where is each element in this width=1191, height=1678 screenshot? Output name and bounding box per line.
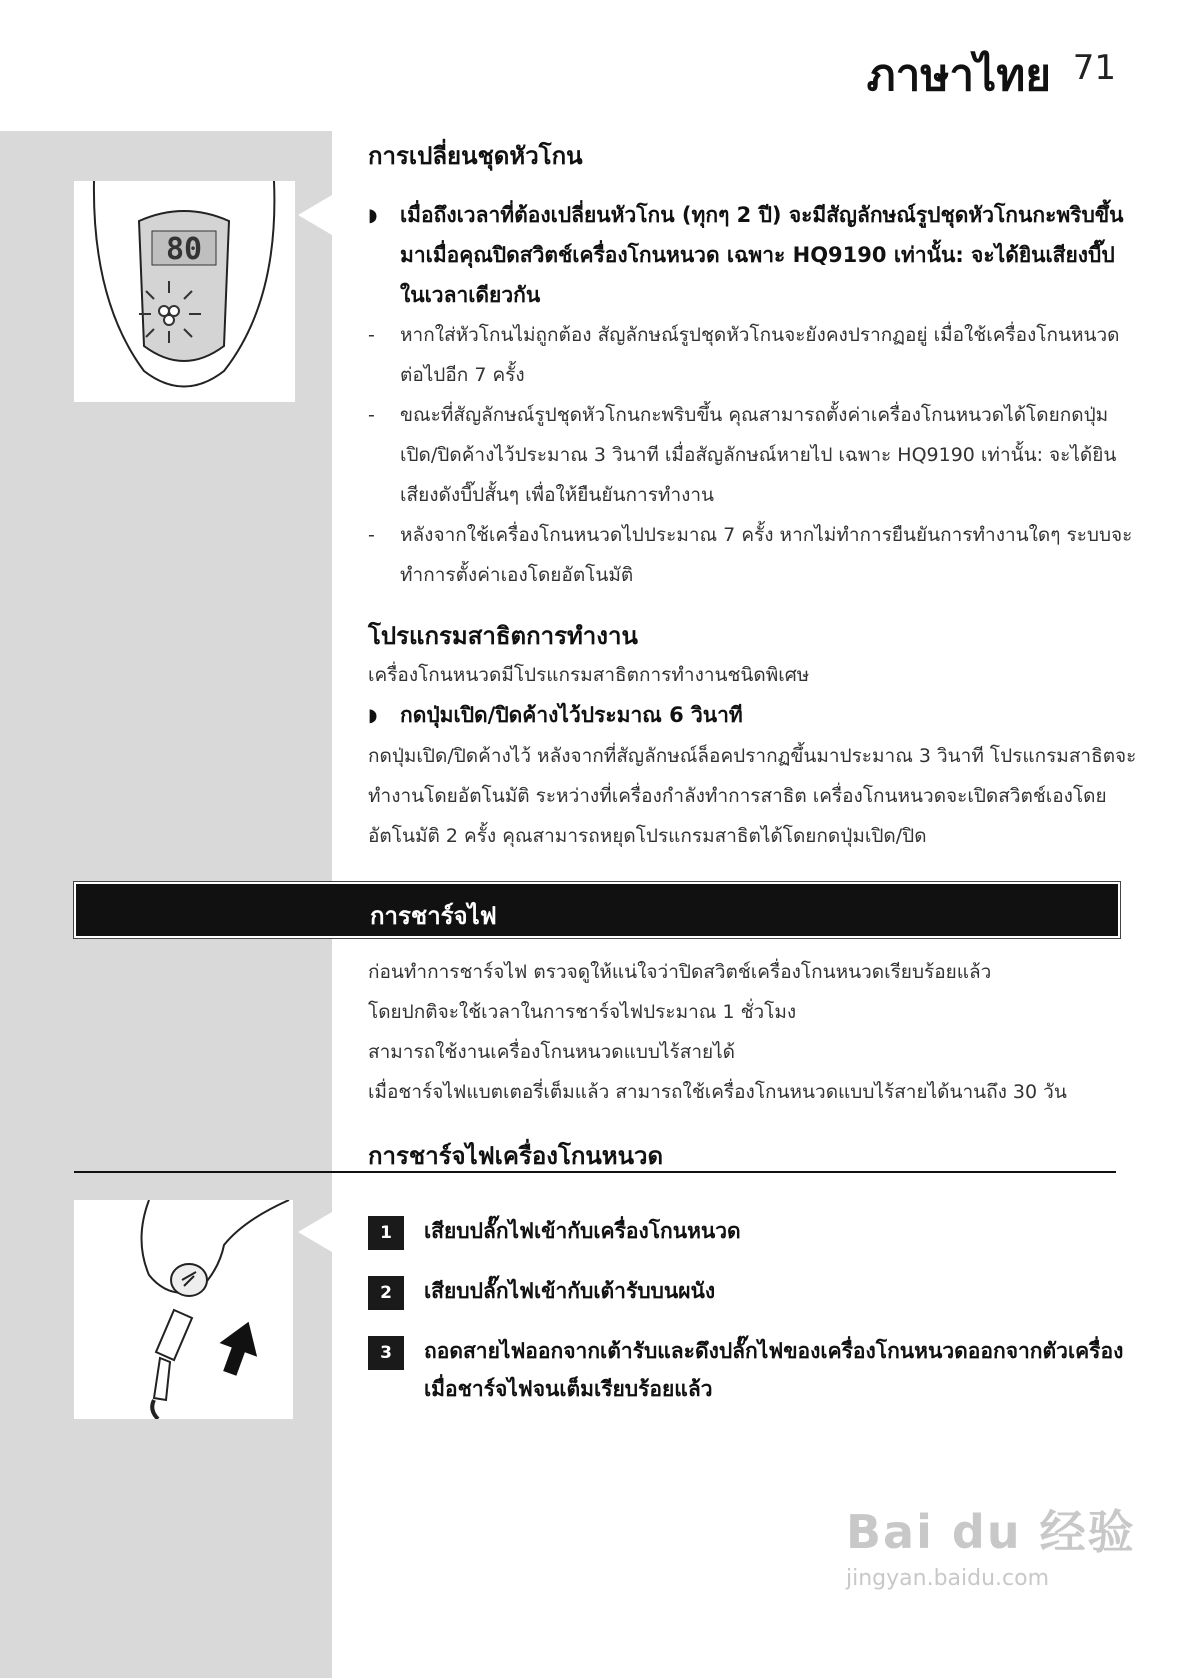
step-number-badge: 3 xyxy=(368,1336,404,1370)
dash-marker: - xyxy=(368,324,375,346)
section-charging-shaver-title xyxy=(368,1136,1138,1175)
instruction-bullet xyxy=(368,195,1138,315)
bullet-text: กดปุ่มเปิด/ปิดค้างไว้ประมาณ 6 วินาที xyxy=(400,703,743,727)
page-number: 71 xyxy=(1072,48,1116,88)
dash-marker: - xyxy=(368,404,375,426)
note-item xyxy=(368,395,1138,515)
baidu-watermark xyxy=(846,1496,1136,1591)
watermark-url: jingyan.baidu.com xyxy=(846,1566,1050,1591)
triangle-bullet-icon: ◗ xyxy=(368,705,378,726)
section-title: การเปลี่ยนชุดหัวโกน xyxy=(368,142,583,170)
callout-pointer xyxy=(298,1212,332,1252)
section-title: การชาร์จไฟ xyxy=(370,902,497,930)
step-text: เสียบปลั๊กไฟเข้ากับเต้ารับบนผนัง xyxy=(424,1279,716,1303)
charging-steps xyxy=(368,1212,1138,1430)
step-number-badge: 1 xyxy=(368,1216,404,1250)
step-number-badge: 2 xyxy=(368,1276,404,1310)
section-title: โปรแกรมสาธิตการทำงาน xyxy=(368,622,638,650)
display-svg xyxy=(74,181,295,402)
section-divider xyxy=(74,1171,1116,1173)
note-text: ขณะที่สัญลักษณ์รูปชุดหัวโกนกะพริบขึ้น คุณสามารถตั้งค่าเครื่องโกนหนวดได้โดยกดปุ่มเปิด/ปิดค้างไว้ประมาณ 3 วินาที เมื่อสัญลักษณ์หายไป เฉพาะ HQ9190 เท่านั้น: จะได้ยินเสียงดังบี๊ปสั้นๆ เพื่อให้ยืนยันการทำงาน xyxy=(400,404,1117,506)
charging-line: ก่อนทำการชาร์จไฟ ตรวจดูให้แน่ใจว่าปิดสวิตช์เครื่องโกนหนวดเรียบร้อยแล้ว xyxy=(368,961,992,983)
display-digits: 80 xyxy=(165,232,203,267)
step-item xyxy=(368,1272,1138,1310)
bullet-text: เมื่อถึงเวลาที่ต้องเปลี่ยนหัวโกน (ทุกๆ 2 ปี) จะมีสัญลักษณ์รูปชุดหัวโกนกะพริบขึ้นมาเมื่อคุณปิดสวิตช์เครื่องโกนหนวด เฉพาะ HQ9190 เท่านั้น: จะได้ยินเสียงบี๊ปในเวลาเดียวกัน xyxy=(400,203,1124,307)
note-item xyxy=(368,315,1138,395)
charging-line: เมื่อชาร์จไฟแบตเตอรี่เต็มแล้ว สามารถใช้เครื่องโกนหนวดแบบไร้สายได้นานถึง 30 วัน xyxy=(368,1081,1067,1103)
triangle-bullet-icon: ◗ xyxy=(368,205,378,226)
section-shaving-head-replacement xyxy=(368,136,1138,595)
note-text: หลังจากใช้เครื่องโกนหนวดไปประมาณ 7 ครั้ง หากไม่ทำการยืนยันการทำงานใดๆ ระบบจะทำการตั้งค่าเองโดยอัตโนมัติ xyxy=(400,524,1133,586)
dash-marker: - xyxy=(368,524,375,546)
section-demo-mode xyxy=(368,616,1138,856)
note-text: หากใส่หัวโกนไม่ถูกต้อง สัญลักษณ์รูปชุดหัวโกนจะยังคงปรากฏอยู่ เมื่อใช้เครื่องโกนหนวดต่อไปอีก 7 ครั้ง xyxy=(400,324,1120,386)
step-item xyxy=(368,1212,1138,1250)
plug-svg xyxy=(74,1200,293,1419)
intro-text: เครื่องโกนหนวดมีโปรแกรมสาธิตการทำงานชนิดพิเศษ xyxy=(368,664,810,686)
body-text: กดปุ่มเปิด/ปิดค้างไว้ หลังจากที่สัญลักษณ์ล็อคปรากฏขึ้นมาประมาณ 3 วินาที โปรแกรมสาธิตจะทำงานโดยอัตโนมัติ ระหว่างที่เครื่องกำลังทำการสาธิต เครื่องโกนหนวดจะเปิดสวิตช์เองโดยอัตโนมัติ 2 ครั้ง คุณสามารถหยุดโปรแกรมสาธิตได้โดยกดปุ่มเปิด/ปิด xyxy=(368,745,1137,847)
watermark-logo-text: Bai du 经验 xyxy=(846,1505,1136,1559)
page-title: ภาษาไทย xyxy=(866,50,1051,101)
step-text: ถอดสายไฟออกจากเต้ารับและดึงปลั๊กไฟของเครื่องโกนหนวดออกจากตัวเครื่อง เมื่อชาร์จไฟจนเต็มเรียบร้อยแล้ว xyxy=(424,1339,1124,1401)
section-title: การชาร์จไฟเครื่องโกนหนวด xyxy=(368,1142,664,1170)
note-item xyxy=(368,515,1138,595)
charging-line: สามารถใช้งานเครื่องโกนหนวดแบบไร้สายได้ xyxy=(368,1041,736,1063)
charging-line: โดยปกติจะใช้เวลาในการชาร์จไฟประมาณ 1 ชั่วโมง xyxy=(368,1001,797,1023)
step-text: เสียบปลั๊กไฟเข้ากับเครื่องโกนหนวด xyxy=(424,1219,741,1243)
plug-insertion-illustration xyxy=(74,1200,293,1419)
step-item xyxy=(368,1332,1138,1408)
section-header-bar xyxy=(74,882,1120,938)
section-charging xyxy=(368,952,1138,1112)
shaver-display-illustration xyxy=(74,181,295,402)
instruction-bullet xyxy=(368,695,1138,736)
callout-pointer xyxy=(298,195,332,235)
